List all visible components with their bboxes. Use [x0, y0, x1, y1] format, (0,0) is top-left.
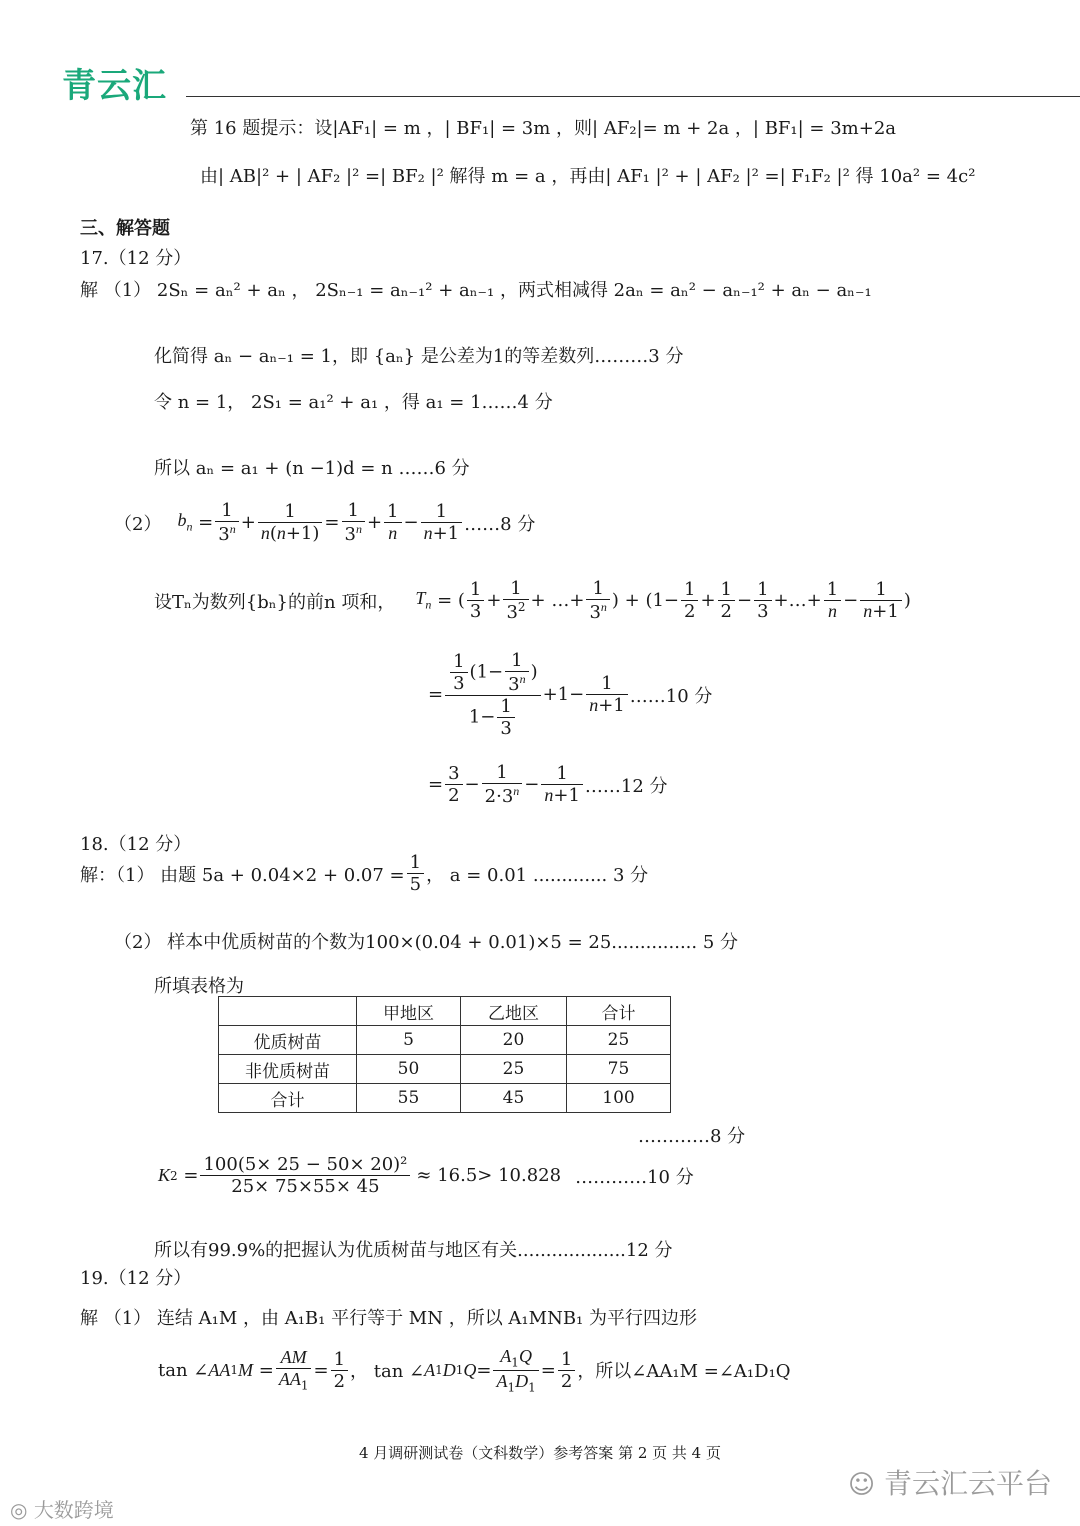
- watermark-right: [848, 1462, 1052, 1502]
- q18-k2-formula: K 2 = $\frac{\text{100(5× 25 − 50× 20)²}}{25\times 75\times 55\times 45}$ ≈ 16.5> 10.828 …………10 分: [158, 1154, 694, 1197]
- table-cell: 优质树苗: [219, 1026, 357, 1055]
- table-row: [219, 1084, 671, 1113]
- table-cell: 甲地区: [357, 997, 461, 1026]
- q18-score8: …………8 分: [638, 1126, 746, 1147]
- q19-conclusion: ，所以∠AA₁M =∠A₁D₁Q: [577, 1361, 791, 1383]
- k2-denominator: 25× 75×55× 45: [200, 1175, 410, 1197]
- header-rule: [186, 96, 1080, 97]
- table-cell: 25: [567, 1026, 671, 1055]
- q18-table: [218, 996, 671, 1113]
- brand-logo: 青云汇: [62, 66, 167, 106]
- q17-score12: ……12 分: [584, 775, 668, 797]
- q18-header: 18.（12 分）: [80, 834, 192, 855]
- q17-line1: 解 （1） 2Sₙ = aₙ² + aₙ ， 2Sₙ₋₁ = aₙ₋₁² + aₙ₋₁ ，两式相减得 2aₙ = aₙ² − aₙ₋₁² + aₙ − aₙ₋₁: [80, 280, 872, 301]
- table-cell: 50: [357, 1055, 461, 1084]
- page-footer: 4 月调研测试卷（文科数学）参考答案 第 2 页 共 4 页: [358, 1444, 721, 1462]
- q18-line1: 解：（1） 由题 5a + 0.04×2 + 0.07 = $\frac{1}{5}$ ， a = 0.01 ............. 3 分: [80, 852, 649, 895]
- table-row: [219, 997, 671, 1026]
- q17-line4: 所以 aₙ = a₁ + (n −1)d = n ……6 分: [154, 458, 470, 479]
- hint16-line2: 由| AB|² + | AF₂ |² =| BF₂ |² 解得 m = a ，再由| AF₁ |² + | AF₂ |² =| F₁F₂ |² 得 10a² = 4c²: [200, 166, 976, 187]
- q17-line3: 令 n = 1， 2S₁ = a₁² + a₁ ，得 a₁ = 1……4 分: [154, 392, 553, 413]
- table-cell: 75: [567, 1055, 671, 1084]
- table-cell: 100: [567, 1084, 671, 1113]
- k2-numerator: 100(5× 25 − 50× 20)²: [203, 1154, 408, 1175]
- table-cell: 乙地区: [461, 997, 567, 1026]
- watermark-left-text: 大数跨境: [33, 1498, 114, 1522]
- hint16-line1: 第 16 题提示：设|AF₁| = m ，| BF₁| = 3m ，则| AF₂|= m + 2a ，| BF₁| = 3m+2a: [190, 118, 896, 139]
- k2-result: ≈ 16.5> 10.828: [416, 1165, 562, 1186]
- watermark-right-text: 青云汇云平台: [884, 1467, 1053, 1500]
- table-cell: 合计: [219, 1084, 357, 1113]
- q17-line2: 化简得 aₙ − aₙ₋₁ = 1，即 {aₙ} 是公差为1的等差数列………3 分: [154, 346, 684, 367]
- q19-header: 19.（12 分）: [80, 1268, 192, 1289]
- table-row: [219, 1055, 671, 1084]
- table-cell: 合计: [567, 997, 671, 1026]
- q19-tan-formula: tan ∠ AA 1 M = $\frac{AM}{AA_1}$ = $\frac{1}{2}$ ， tan ∠ A 1 D 1 Q = $\frac{A_1Q}{A_1D_1}$ = $\frac{1}{2}$ ，所以∠AA₁M =∠A₁D₁Q: [158, 1346, 791, 1395]
- q17-header: 17.（12 分）: [80, 248, 192, 269]
- q18-score10: …………10 分: [575, 1166, 694, 1188]
- weibo-icon: ◎: [10, 1498, 28, 1522]
- table-cell: 25: [461, 1055, 567, 1084]
- section-title: 三、解答题: [80, 218, 170, 239]
- q17-tn-formula: 设Tₙ为数列{bₙ}的前n 项和， $T_n$ = ( $\frac{1}{3}$ + $\frac{1}{3^2}$ + …+ $\frac{1}{3^n}$ ) + (1− $\frac{1}{2}$ + $\frac{1}{2}$ − $\frac{1}{3}$ +…+ $\frac{1}{n}$ − $\frac{1}{n+1}$ ): [154, 578, 911, 623]
- q18-line2: （2） 样本中优质树苗的个数为100×(0.04 + 0.01)×5 = 25............... 5 分: [114, 932, 739, 953]
- q18-table-caption: 所填表格为: [154, 976, 244, 997]
- q17-score10: ……10 分: [629, 685, 713, 707]
- q17-result: = $\frac{3}{2}$ − $\frac{1}{2\cdot 3^n}$ − $\frac{1}{n+1}$ ……12 分: [428, 762, 668, 807]
- table-cell: 非优质树苗: [219, 1055, 357, 1084]
- q17-part2-label: （2）: [114, 513, 162, 535]
- table-cell: 20: [461, 1026, 567, 1055]
- table-cell: [219, 997, 357, 1026]
- q18-conclusion: 所以有99.9%的把握认为优质树苗与地区有关...................12 分: [154, 1240, 673, 1261]
- watermark-left: [10, 1494, 114, 1523]
- q18-line1-pre: 解：（1） 由题 5a + 0.04×2 + 0.07 =: [80, 864, 405, 886]
- q17-bn-formula: （2） $b_n$ = $\frac{1}{3^n}$ + $\frac{1}{n(n+1)}$ = $\frac{1}{3^n}$ + $\frac{1}{n}$ − $\frac{1}{n+1}$ ……8 分: [114, 500, 536, 545]
- q17-score8: ……8 分: [464, 513, 536, 535]
- wechat-icon: ☺: [848, 1470, 876, 1500]
- table-row: [219, 1026, 671, 1055]
- q19-line1: 解 （1） 连结 A₁M ，由 A₁B₁ 平行等于 MN ，所以 A₁MNB₁ 为平行四边形: [80, 1308, 697, 1329]
- q18-line1-post: ， a = 0.01 ............. 3 分: [426, 864, 649, 886]
- table-cell: 55: [357, 1084, 461, 1113]
- table-cell: 5: [357, 1026, 461, 1055]
- q17-tn-label: 设Tₙ为数列{bₙ}的前n 项和，: [154, 591, 396, 613]
- table-cell: 45: [461, 1084, 567, 1113]
- q17-sum-step: = $\frac{1}{3}$ (1− $\frac{1}{3^n}$ ) 1− $\frac{1}{3}$ +1− $\frac{1}{n+1}$ ……10 分: [428, 650, 713, 739]
